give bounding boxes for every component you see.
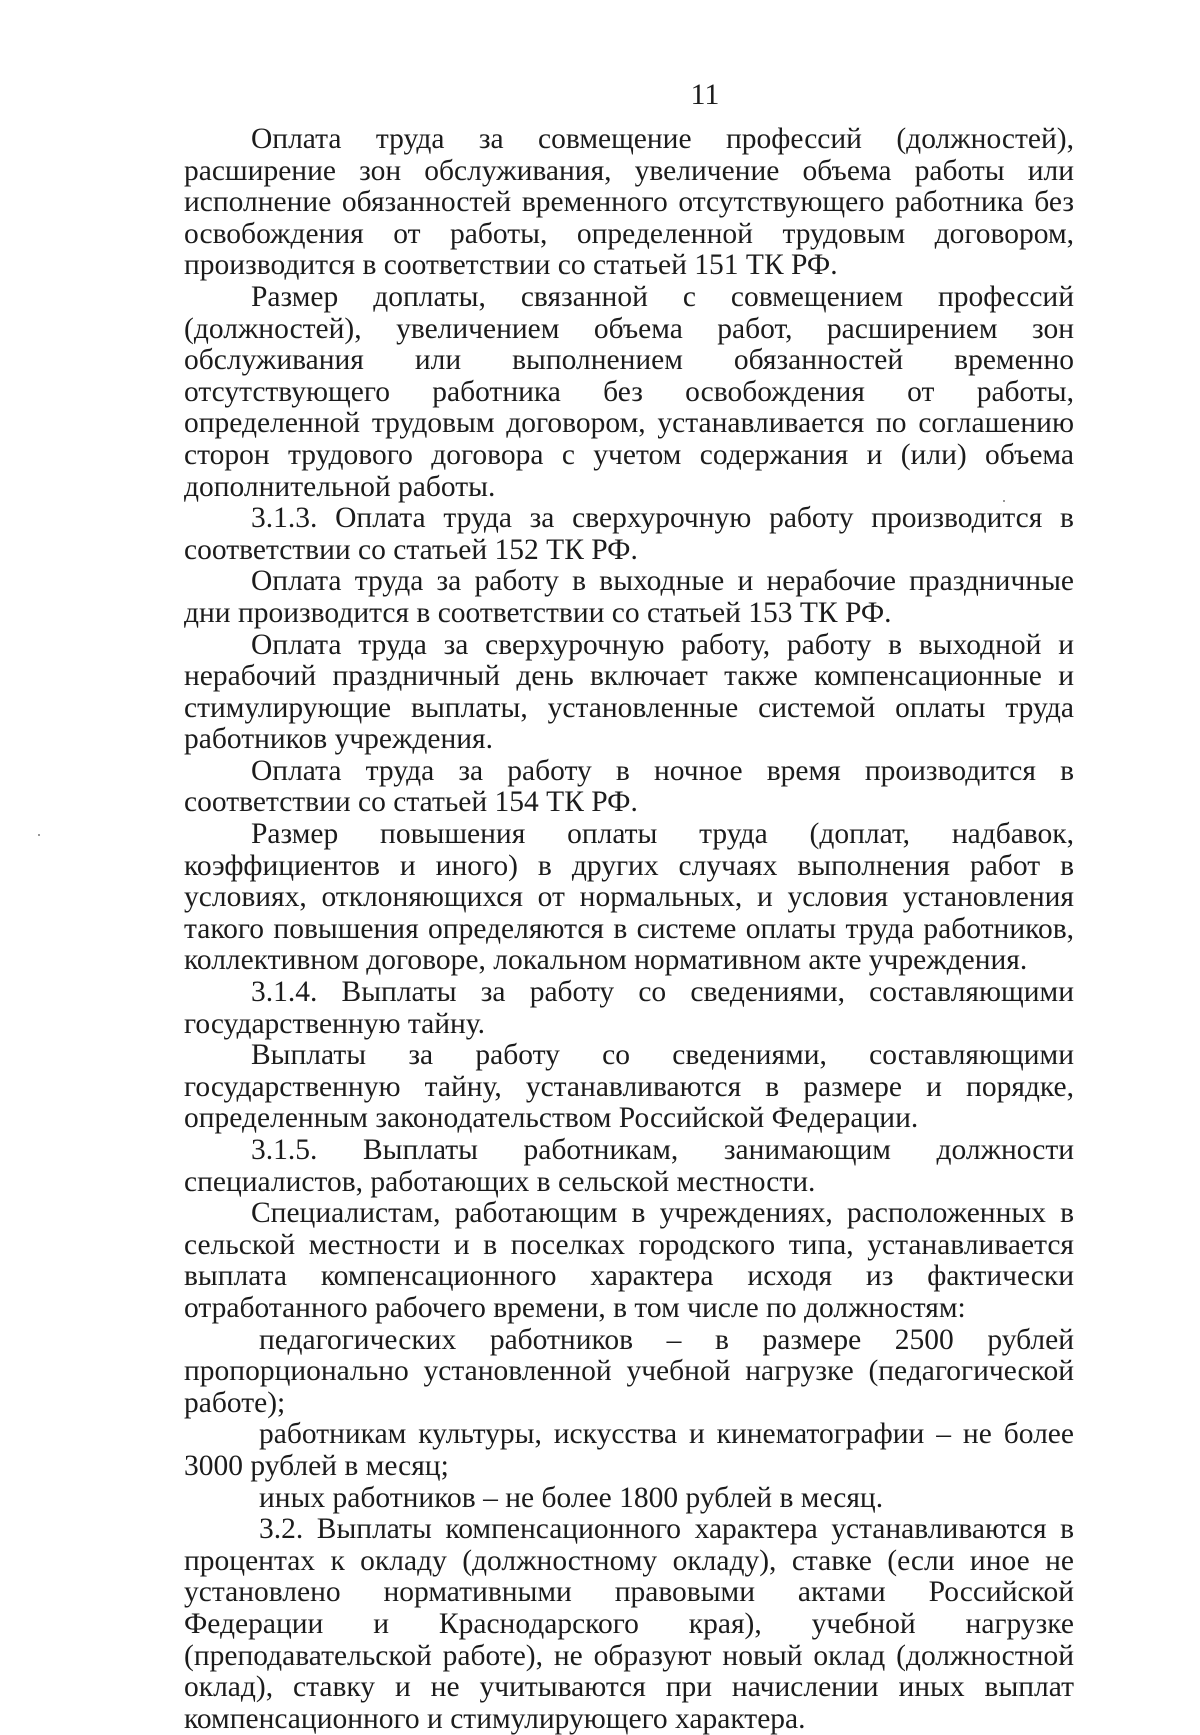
scan-speck xyxy=(1003,500,1005,502)
paragraph-increase-size: Размер повышения оплаты труда (доплат, надбавок, коэффициентов и иного) в других случаях выполнения работ в условиях, отклоняющихся от нормальных, и условия установления такого повышения определяются в системе оплаты труда работников, коллективном договоре, локальном нормативном акте учреждения. xyxy=(184,818,1074,977)
paragraph-night-pay: Оплата труда за работу в ночное время производится в соответствии со статьей 154 ТК РФ. xyxy=(184,754,1074,819)
document-body xyxy=(184,124,1074,1735)
list-item-culture-workers: работникам культуры, искусства и кинематографии – не более 3000 рублей в месяц; xyxy=(184,1418,1074,1482)
page-number: 11 xyxy=(690,78,720,111)
paragraph-combination-pay: Оплата труда за совмещение профессий (должностей), расширение зон обслуживания, увеличение объема работы или исполнение обязанностей временного отсутствующего работника без освобождения от работы, определенной трудовым договором, производится в соответствии со статьей 151 ТК РФ. xyxy=(184,123,1074,282)
paragraph-weekend-pay: Оплата труда за работу в выходные и нерабочие праздничные дни производится в соответствии со статьей 153 ТК РФ. xyxy=(184,565,1074,629)
paragraph-3-2-compensation: 3.2. Выплаты компенсационного характера устанавливаются в процентах к окладу (должностному окладу), ставке (если иное не установлено нормативными правовыми актами Российской Федерации и Краснодарского края), учебной нагрузке (преподавательской работе), не образуют новый оклад (должностной оклад), ставку и не учитываются при начислении иных выплат компенсационного и стимулирующего характера. xyxy=(184,1513,1074,1735)
paragraph-3-1-5-rural: 3.1.5. Выплаты работникам, занимающим должности специалистов, работающих в сельской местности. xyxy=(184,1134,1074,1198)
paragraph-state-secret-pay: Выплаты за работу со сведениями, составляющими государственную тайну, устанавливаются в размере и порядке, определенным законодательством Российской Федерации. xyxy=(184,1039,1074,1135)
paragraph-3-1-4-state-secret: 3.1.4. Выплаты за работу со сведениями, составляющими государственную тайну. xyxy=(184,976,1074,1040)
list-item-other-workers: иных работников – не более 1800 рублей в месяц. xyxy=(259,1481,884,1514)
paragraph-additional-pay-size: Размер доплаты, связанной с совмещением профессий (должностей), увеличением объема работ, расширением зон обслуживания или выполнением обязанностей временно отсутствующего работника без освобождения от работы, определенной трудовым договором, устанавливается по соглашению сторон трудового договора с учетом содержания и (или) объема дополнительной работы. xyxy=(184,280,1074,503)
paragraph-rural-specialists: Специалистам, работающим в учреждениях, расположенных в сельской местности и в поселках городского типа, устанавливается выплата компенсационного характера исходя из фактически отработанного рабочего времени, в том числе по должностям: xyxy=(184,1197,1074,1324)
paragraph-3-1-3-overtime: 3.1.3. Оплата труда за сверхурочную работу производится в соответствии со статьей 152 ТК РФ. xyxy=(184,502,1074,566)
paragraph-overtime-weekend-includes: Оплата труда за сверхурочную работу, работу в выходной и нерабочий праздничный день включает также компенсационные и стимулирующие выплаты, установленные системой оплаты труда работников учреждения. xyxy=(184,628,1074,756)
list-item-teachers: педагогических работников – в размере 2500 рублей пропорционально установленной учебной нагрузке (педагогической работе); xyxy=(184,1323,1074,1419)
scan-speck xyxy=(38,834,40,836)
